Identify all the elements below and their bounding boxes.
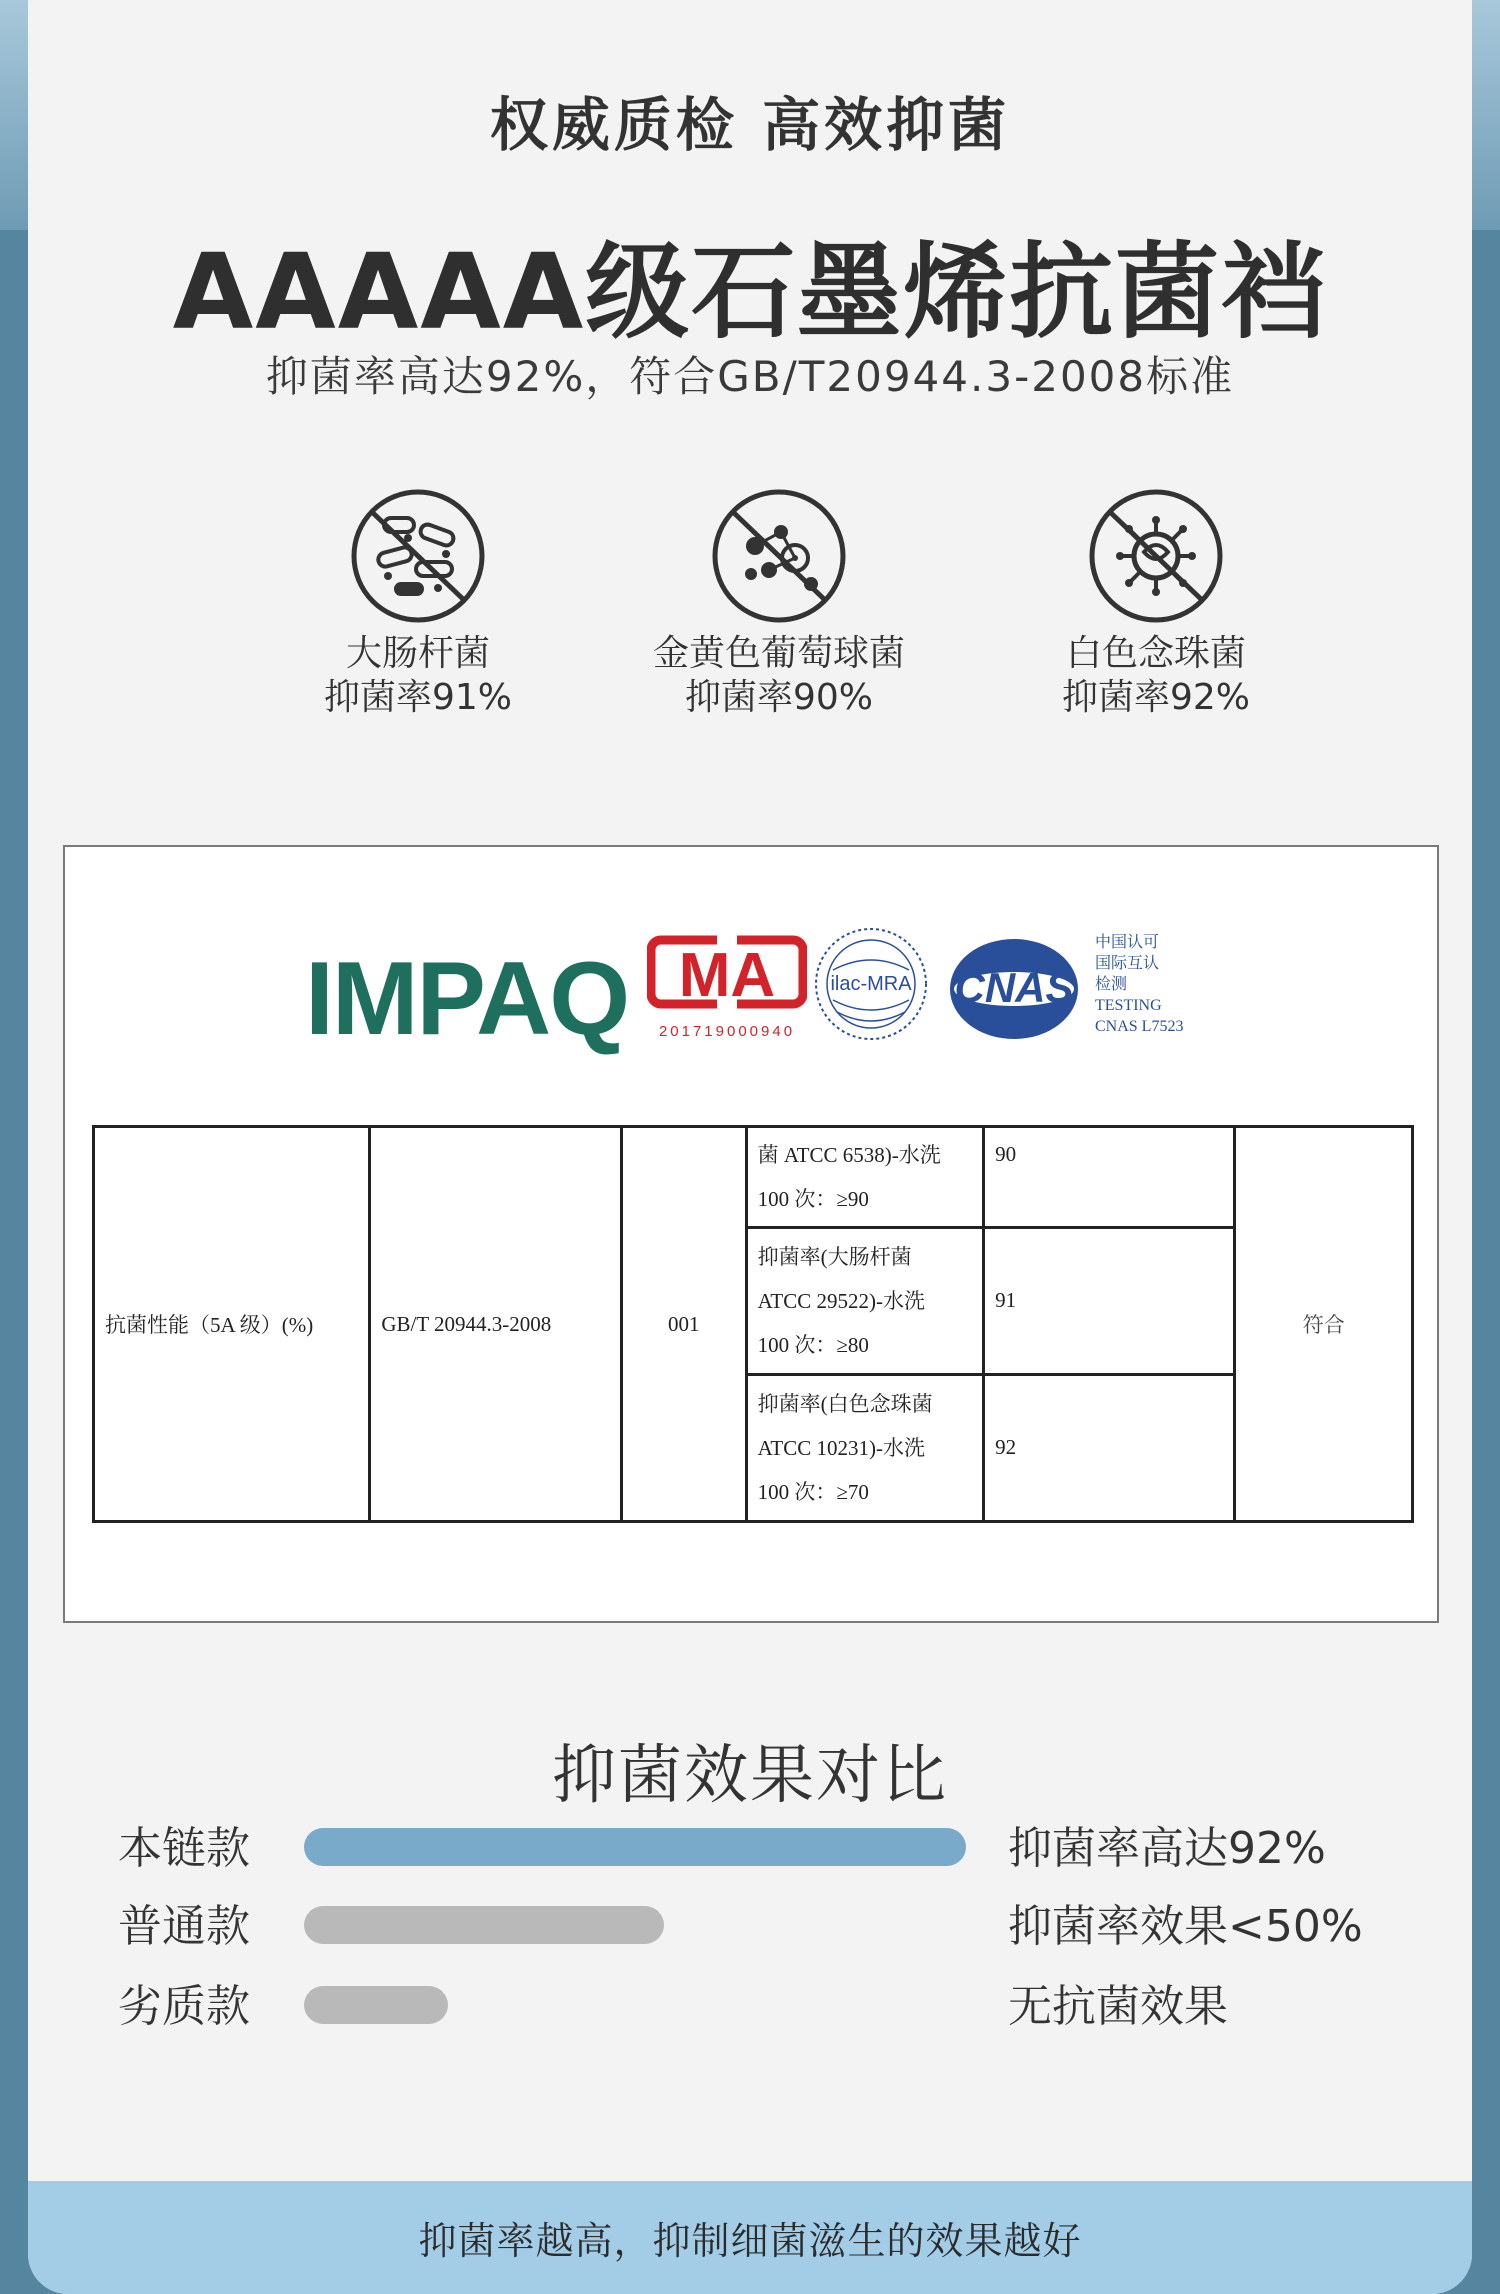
comparison-label: 本链款 (118, 1823, 250, 1874)
ilac-text: ilac-MRA (830, 973, 912, 995)
bacteria-item-candida (996, 488, 1316, 720)
condition-line: ATCC 10231)-水洗 (757, 1435, 925, 1460)
cnas-letters: CNAS (954, 964, 1074, 1011)
cnas-line: 中国认可 (1095, 934, 1160, 951)
certification-panel (63, 845, 1439, 1623)
condition-line: 100 次：≥90 (757, 1186, 869, 1211)
test-item-cell: 抗菌性能（5A 级）(%) (94, 1127, 370, 1522)
comparison-bar (304, 1906, 664, 1944)
cnas-logo (947, 934, 1081, 1048)
condition-line: 抑菌率(大肠杆菌 (757, 1244, 912, 1269)
e-coli-crossed-icon (350, 488, 486, 624)
bacteria-rate: 抑菌率92% (1061, 677, 1251, 718)
cnas-line: 国际互认 (1095, 955, 1160, 972)
bacteria-item-e-coli (258, 488, 578, 720)
condition-line: 100 次：≥70 (757, 1479, 869, 1504)
comparison-row (28, 1812, 1472, 1872)
test-value-cell: 90 (984, 1127, 1235, 1228)
bacteria-name: 大肠杆菌 (345, 633, 490, 674)
cma-number: 201719000940 (658, 1023, 796, 1040)
test-value-cell: 91 (984, 1227, 1235, 1374)
page-subtitle: 抑菌率高达92%，符合GB/T20944.3-2008标准 (265, 352, 1235, 401)
content-card (28, 0, 1472, 2294)
bacteria-rate: 抑菌率91% (323, 677, 513, 718)
bacteria-item-staph (619, 488, 939, 720)
test-sample-cell: 001 (621, 1127, 746, 1522)
cnas-caption (1095, 932, 1183, 1037)
bacteria-name: 金黄色葡萄球菌 (652, 633, 905, 674)
comparison-row (28, 1970, 1472, 2030)
page-title: AAAAA级石墨烯抗菌裆 (172, 231, 1328, 353)
test-condition-cell (746, 1127, 984, 1228)
comparison-label: 劣质款 (118, 1981, 250, 2032)
comparison-desc: 无抗菌效果 (1008, 1981, 1228, 2032)
comparison-desc: 抑菌率效果<50% (1008, 1901, 1363, 1952)
footer-text: 抑菌率越高，抑制细菌滋生的效果越好 (418, 2219, 1082, 2263)
comparison-desc: 抑菌率高达92% (1008, 1823, 1326, 1874)
bacteria-list (28, 488, 1472, 728)
test-value-cell: 92 (984, 1374, 1235, 1521)
comparison-bar (304, 1828, 966, 1866)
table-row (94, 1127, 1413, 1228)
impaq-logo: IMPAQ (305, 941, 629, 1057)
condition-line: 抑菌率(白色念珠菌 (757, 1391, 933, 1416)
cnas-line: CNAS L7523 (1095, 1018, 1184, 1035)
bacteria-name: 白色念珠菌 (1065, 633, 1246, 674)
comparison-title: 抑菌效果对比 (552, 1739, 948, 1813)
cma-letters: MA (678, 941, 776, 1010)
tagline: 权威质检 高效抑菌 (489, 91, 1011, 159)
certification-logos (65, 922, 1441, 1057)
comparison-label: 普通款 (118, 1901, 250, 1952)
candida-crossed-icon (1088, 488, 1224, 624)
test-condition-cell (746, 1227, 984, 1374)
test-result-cell: 符合 (1235, 1127, 1413, 1522)
comparison-bar (304, 1986, 448, 2024)
cma-logo (647, 932, 807, 1048)
comparison-row (28, 1890, 1472, 1950)
condition-line: 菌 ATCC 6538)-水洗 (757, 1142, 941, 1167)
condition-line: 100 次：≥80 (757, 1332, 869, 1357)
background-edge-right (1470, 0, 1500, 230)
cnas-line: TESTING (1095, 997, 1162, 1014)
condition-line: ATCC 29522)-水洗 (757, 1288, 925, 1313)
ilac-mra-logo (813, 922, 929, 1052)
background-edge-left (0, 0, 30, 230)
staph-crossed-icon (711, 488, 847, 624)
test-result-table (92, 1125, 1414, 1523)
cnas-line: 检测 (1095, 976, 1128, 993)
bacteria-rate: 抑菌率90% (684, 677, 874, 718)
test-standard-cell: GB/T 20944.3-2008 (370, 1127, 622, 1522)
test-condition-cell (746, 1374, 984, 1521)
